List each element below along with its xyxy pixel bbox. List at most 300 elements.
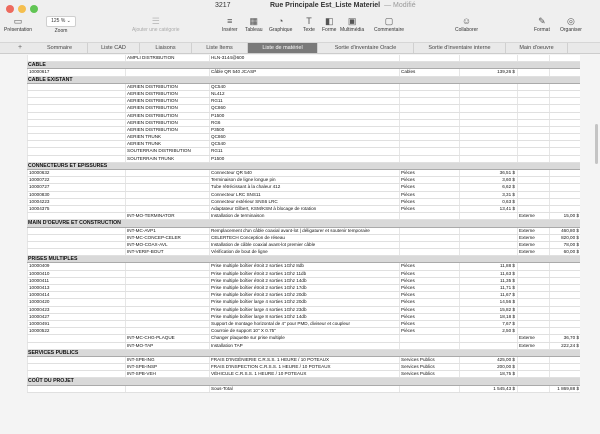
table-cell[interactable]: Prise multiple boîtier large 4 sorties 1Ghz 20db — [209, 299, 399, 305]
table-cell[interactable]: 200,00 $ — [459, 364, 517, 370]
table-cell[interactable] — [549, 299, 580, 305]
table-cell[interactable]: RG6 — [209, 120, 399, 126]
table-cell[interactable] — [459, 55, 517, 61]
table-cell[interactable] — [459, 213, 517, 219]
table-cell[interactable]: 3,31 $ — [459, 192, 517, 198]
table-cell[interactable]: 36,51 $ — [459, 170, 517, 176]
table-button[interactable] — [245, 16, 263, 33]
table-cell[interactable] — [517, 148, 549, 154]
table-cell[interactable] — [399, 249, 459, 255]
table-cell[interactable] — [399, 228, 459, 234]
table-cell[interactable]: Changer plaquette sur prise multiple — [209, 335, 399, 341]
table-cell[interactable] — [27, 141, 125, 147]
table-cell[interactable] — [517, 199, 549, 205]
table-cell[interactable] — [517, 141, 549, 147]
table-cell[interactable]: Externe — [517, 213, 549, 219]
table-cell[interactable]: FRAIS D'INGÉNIERIE C.R.S.S. 1 HEURE / 10 POTEAUX — [209, 357, 399, 363]
table-cell[interactable] — [399, 134, 459, 140]
table-cell[interactable]: AERIEN DISTRIBUTION — [125, 113, 209, 119]
table-cell[interactable]: Externe — [517, 235, 549, 241]
table-cell[interactable]: Câble QR 540 JCASP — [209, 69, 399, 75]
table-cell[interactable]: AERIEN DISTRIBUTION — [125, 120, 209, 126]
table-cell[interactable] — [517, 192, 549, 198]
table-cell[interactable]: 10000413 — [27, 285, 125, 291]
table-cell[interactable]: Remplacement d'un câble coaxial avant-lot | déligaturer et soutenir temporaire — [209, 228, 399, 234]
table-cell[interactable] — [27, 120, 125, 126]
table-cell[interactable] — [517, 98, 549, 104]
table-cell[interactable] — [549, 105, 580, 111]
table-cell[interactable] — [517, 328, 549, 334]
table-cell[interactable] — [27, 335, 125, 341]
table-cell[interactable] — [125, 263, 209, 269]
table-cell[interactable]: 139,26 $ — [459, 69, 517, 75]
table-cell[interactable] — [125, 278, 209, 284]
table-cell[interactable]: Prise multiple boîtier étroit 2 sorties 1Ghz 11db — [209, 271, 399, 277]
table-cell[interactable]: 425,00 $ — [459, 357, 517, 363]
table-cell[interactable] — [517, 263, 549, 269]
table-cell[interactable] — [459, 235, 517, 241]
table-cell[interactable]: Vérification de bout de ligne — [209, 249, 399, 255]
table-cell[interactable] — [399, 55, 459, 61]
table-cell[interactable] — [125, 386, 209, 392]
table-cell[interactable]: RG11 — [209, 98, 399, 104]
table-cell[interactable]: 10000617 — [27, 69, 125, 75]
table-cell[interactable] — [125, 177, 209, 183]
table-cell[interactable] — [549, 307, 580, 313]
table-cell[interactable]: Services Publics — [399, 371, 459, 377]
table-cell[interactable] — [399, 386, 459, 392]
table-cell[interactable]: Courroie de support 10" X 0.75" — [209, 328, 399, 334]
collaborate-button[interactable] — [455, 16, 478, 33]
table-cell[interactable] — [125, 170, 209, 176]
table-cell[interactable] — [549, 98, 580, 104]
table-cell[interactable]: INT-MO-TERMINATOR — [125, 213, 209, 219]
presentation-button[interactable] — [4, 16, 32, 33]
table-cell[interactable] — [517, 321, 549, 327]
table-cell[interactable]: Prise multiple boîtier large 4 sorties 1Ghz 23db — [209, 307, 399, 313]
table-cell[interactable] — [517, 105, 549, 111]
table-cell[interactable]: Adaptateur Gilbert, KSM/KSM à blocage de rotation — [209, 206, 399, 212]
table-cell[interactable]: INT-MC-CONCEP-CELER — [125, 235, 209, 241]
table-cell[interactable]: Installation TAP — [209, 343, 399, 349]
table-cell[interactable]: INT-SPB-VEH — [125, 371, 209, 377]
tab-liste-cad[interactable]: Liste CAD — [88, 43, 140, 53]
table-cell[interactable] — [27, 91, 125, 97]
table-cell[interactable]: 10000632 — [27, 170, 125, 176]
table-cell[interactable]: QC860 — [209, 134, 399, 140]
table-cell[interactable]: INT-SPB-ING — [125, 357, 209, 363]
tab-sortie-oracle[interactable]: Sortie d'inventaire Oracle — [318, 43, 414, 53]
table-cell[interactable] — [27, 364, 125, 370]
table-cell[interactable]: Pièces — [399, 177, 459, 183]
table-cell[interactable]: Pièces — [399, 307, 459, 313]
table-cell[interactable] — [549, 120, 580, 126]
table-cell[interactable] — [549, 192, 580, 198]
table-cell[interactable]: P1500 — [209, 113, 399, 119]
tab-sommaire[interactable]: Sommaire — [32, 43, 88, 53]
table-cell[interactable]: Pièces — [399, 314, 459, 320]
table-cell[interactable] — [517, 278, 549, 284]
table-cell[interactable] — [549, 206, 580, 212]
table-cell[interactable]: Services Publics — [399, 364, 459, 370]
table-cell[interactable] — [549, 148, 580, 154]
table-cell[interactable] — [517, 91, 549, 97]
vertical-scrollbar[interactable] — [595, 124, 598, 164]
table-cell[interactable]: 1 869,88 $ — [549, 386, 580, 392]
table-cell[interactable]: 13,41 $ — [459, 206, 517, 212]
table-cell[interactable] — [549, 184, 580, 190]
table-cell[interactable]: 10004223 — [27, 199, 125, 205]
zoom-control[interactable] — [46, 16, 76, 34]
table-cell[interactable] — [549, 321, 580, 327]
table-cell[interactable]: 1 545,43 $ — [459, 386, 517, 392]
table-cell[interactable]: 11,71 $ — [459, 285, 517, 291]
table-cell[interactable] — [125, 299, 209, 305]
table-cell[interactable] — [459, 335, 517, 341]
table-cell[interactable] — [517, 69, 549, 75]
table-cell[interactable]: FRAIS D'INSPECTION C.R.S.S. 1 HEURE / 10 POTEAUX — [209, 364, 399, 370]
table-cell[interactable] — [517, 307, 549, 313]
table-cell[interactable] — [517, 134, 549, 140]
table-cell[interactable] — [549, 364, 580, 370]
table-cell[interactable]: QC540 — [209, 84, 399, 90]
table-cell[interactable] — [517, 120, 549, 126]
table-cell[interactable] — [549, 278, 580, 284]
table-cell[interactable] — [549, 156, 580, 162]
table-cell[interactable]: Pièces — [399, 285, 459, 291]
table-cell[interactable] — [459, 120, 517, 126]
table-cell[interactable]: Prise multiple boîtier large 8 sorties 1Ghz 14db — [209, 314, 399, 320]
table-cell[interactable] — [125, 184, 209, 190]
table-cell[interactable]: 10000830 — [27, 192, 125, 198]
table-cell[interactable]: Pièces — [399, 263, 459, 269]
table-cell[interactable] — [549, 177, 580, 183]
table-cell[interactable] — [399, 98, 459, 104]
table-cell[interactable] — [459, 127, 517, 133]
table-cell[interactable]: 10000411 — [27, 278, 125, 284]
table-cell[interactable] — [517, 364, 549, 370]
table-cell[interactable] — [27, 127, 125, 133]
table-cell[interactable] — [459, 84, 517, 90]
table-cell[interactable]: P3500 — [209, 127, 399, 133]
table-cell[interactable]: Sous-Total — [209, 386, 399, 392]
table-cell[interactable]: 18,18 $ — [459, 314, 517, 320]
table-cell[interactable]: SOUTERRAIN TRUNK — [125, 156, 209, 162]
table-cell[interactable] — [549, 69, 580, 75]
table-cell[interactable]: 10000727 — [27, 184, 125, 190]
table-cell[interactable]: AERIEN DISTRIBUTION — [125, 84, 209, 90]
table-cell[interactable] — [517, 113, 549, 119]
table-cell[interactable]: Pièces — [399, 192, 459, 198]
table-cell[interactable] — [549, 134, 580, 140]
table-cell[interactable] — [125, 321, 209, 327]
table-cell[interactable] — [459, 98, 517, 104]
table-cell[interactable]: AERIEN DISTRIBUTION — [125, 105, 209, 111]
table-cell[interactable]: 10000522 — [27, 328, 125, 334]
table-cell[interactable] — [399, 343, 459, 349]
table-cell[interactable]: Installation de terminaison — [209, 213, 399, 219]
table-cell[interactable]: AERIEN DISTRIBUTION — [125, 127, 209, 133]
table-cell[interactable] — [27, 386, 125, 392]
table-cell[interactable]: CELERTECH Conception de réseau — [209, 235, 399, 241]
table-cell[interactable]: Prise multiple boîtier étroit 2 sorties 1Ghz 17db — [209, 285, 399, 291]
table-cell[interactable] — [517, 170, 549, 176]
table-cell[interactable] — [517, 206, 549, 212]
table-cell[interactable] — [549, 127, 580, 133]
table-cell[interactable]: AERIEN DISTRIBUTION — [125, 98, 209, 104]
table-cell[interactable]: INT-MO-TAP — [125, 343, 209, 349]
table-cell[interactable]: Terminaison de ligne longue pin — [209, 177, 399, 183]
table-cell[interactable]: 6,62 $ — [459, 184, 517, 190]
table-cell[interactable]: 10000414 — [27, 292, 125, 298]
table-cell[interactable]: Prise multiple boîtier étroit 2 sorties 1Ghz 20db — [209, 292, 399, 298]
table-cell[interactable] — [125, 292, 209, 298]
table-cell[interactable]: Pièces — [399, 170, 459, 176]
table-cell[interactable] — [399, 120, 459, 126]
table-cell[interactable]: 0,63 $ — [459, 199, 517, 205]
table-cell[interactable]: Externe — [517, 242, 549, 248]
table-cell[interactable] — [125, 69, 209, 75]
table-cell[interactable] — [27, 98, 125, 104]
table-cell[interactable] — [27, 113, 125, 119]
table-cell[interactable]: 10000409 — [27, 263, 125, 269]
table-cell[interactable] — [399, 213, 459, 219]
text-button[interactable] — [302, 16, 316, 33]
table-cell[interactable]: P1500 — [209, 156, 399, 162]
insert-button[interactable] — [222, 16, 238, 33]
tab-liaisons[interactable]: Liaisons — [140, 43, 192, 53]
table-cell[interactable]: AERIEN DISTRIBUTION — [125, 91, 209, 97]
table-cell[interactable] — [517, 55, 549, 61]
table-cell[interactable] — [125, 285, 209, 291]
table-cell[interactable]: SOUTERRAIN DISTRIBUTION — [125, 148, 209, 154]
add-category-button[interactable] — [132, 16, 180, 33]
table-cell[interactable]: 15,00 $ — [549, 213, 580, 219]
tab-liste-items[interactable]: Liste Items — [192, 43, 248, 53]
table-cell[interactable]: 10000427 — [27, 314, 125, 320]
table-cell[interactable]: 10000410 — [27, 271, 125, 277]
table-cell[interactable]: INT-SPB-INSP — [125, 364, 209, 370]
table-cell[interactable] — [549, 371, 580, 377]
table-cell[interactable] — [517, 177, 549, 183]
table-cell[interactable]: RG11 — [209, 148, 399, 154]
table-cell[interactable] — [27, 55, 125, 61]
table-cell[interactable] — [459, 343, 517, 349]
table-cell[interactable]: Pièces — [399, 321, 459, 327]
table-cell[interactable]: 460,80 $ — [549, 228, 580, 234]
table-cell[interactable] — [459, 113, 517, 119]
table-cell[interactable]: INT-MC-AVP1 — [125, 228, 209, 234]
table-cell[interactable]: AERIEN TRUNK — [125, 141, 209, 147]
table-cell[interactable] — [459, 105, 517, 111]
table-cell[interactable] — [549, 199, 580, 205]
table-cell[interactable]: Pièces — [399, 199, 459, 205]
table-cell[interactable] — [27, 84, 125, 90]
table-cell[interactable]: Connecteur extérieur SNS6 LRC — [209, 199, 399, 205]
table-cell[interactable]: Externe — [517, 343, 549, 349]
table-cell[interactable] — [549, 113, 580, 119]
table-cell[interactable]: 18,75 $ — [459, 371, 517, 377]
table-cell[interactable] — [27, 343, 125, 349]
table-cell[interactable]: 11,67 $ — [459, 292, 517, 298]
table-cell[interactable]: 10000420 — [27, 299, 125, 305]
media-button[interactable] — [340, 16, 364, 33]
table-cell[interactable]: Installation de câble coaxial avant-lot premier câble — [209, 242, 399, 248]
table-cell[interactable]: VÉHICULE C.R.S.S. 1 HEURE / 10 POTEAUX — [209, 371, 399, 377]
table-cell[interactable] — [459, 141, 517, 147]
table-cell[interactable] — [517, 84, 549, 90]
table-cell[interactable]: 10000491 — [27, 321, 125, 327]
table-cell[interactable] — [549, 271, 580, 277]
table-cell[interactable]: 10004375 — [27, 206, 125, 212]
table-cell[interactable]: Prise multiple boîtier étroit 2 sorties 1Ghz 8db — [209, 263, 399, 269]
tab-liste-de-materiel[interactable]: Liste de matériel — [248, 43, 318, 53]
table-cell[interactable] — [549, 328, 580, 334]
table-cell[interactable] — [549, 263, 580, 269]
table-cell[interactable] — [549, 84, 580, 90]
table-cell[interactable] — [459, 148, 517, 154]
table-cell[interactable]: 60,00 $ — [549, 249, 580, 255]
table-cell[interactable]: Tube rétrécissant à la chaleur 412 — [209, 184, 399, 190]
table-cell[interactable] — [399, 91, 459, 97]
table-cell[interactable] — [27, 242, 125, 248]
table-cell[interactable] — [27, 357, 125, 363]
table-cell[interactable] — [399, 141, 459, 147]
table-cell[interactable]: 36,70 $ — [549, 335, 580, 341]
table-cell[interactable]: Pièces — [399, 299, 459, 305]
table-cell[interactable]: 7,67 $ — [459, 321, 517, 327]
table-cell[interactable] — [517, 156, 549, 162]
table-cell[interactable]: 2,50 $ — [459, 328, 517, 334]
table-cell[interactable]: 11,88 $ — [459, 263, 517, 269]
table-cell[interactable]: Pièces — [399, 328, 459, 334]
table-cell[interactable] — [517, 184, 549, 190]
table-cell[interactable] — [125, 199, 209, 205]
table-cell[interactable] — [459, 91, 517, 97]
table-cell[interactable] — [125, 271, 209, 277]
table-cell[interactable] — [549, 55, 580, 61]
shape-button[interactable] — [322, 16, 336, 33]
tab-main-oeuvre[interactable]: Main d'oeuvre — [506, 43, 568, 53]
table-cell[interactable] — [125, 206, 209, 212]
table-cell[interactable]: Support de montage horizontal de 4" pour PMD, diviseur et coupleur — [209, 321, 399, 327]
table-cell[interactable] — [459, 156, 517, 162]
table-cell[interactable]: INT-MC-CHG-PLAQUE — [125, 335, 209, 341]
table-cell[interactable] — [125, 192, 209, 198]
table-cell[interactable]: INT-VERIF-BOUT — [125, 249, 209, 255]
comment-button[interactable] — [374, 16, 404, 33]
table-cell[interactable] — [27, 235, 125, 241]
table-cell[interactable]: Prise multiple boîtier étroit 2 sorties 1Ghz 14db — [209, 278, 399, 284]
table-cell[interactable] — [517, 386, 549, 392]
table-cell[interactable] — [459, 242, 517, 248]
table-cell[interactable]: Pièces — [399, 206, 459, 212]
table-cell[interactable]: Pièces — [399, 278, 459, 284]
table-cell[interactable]: Externe — [517, 228, 549, 234]
table-cell[interactable] — [125, 328, 209, 334]
table-cell[interactable]: Externe — [517, 249, 549, 255]
table-cell[interactable] — [517, 271, 549, 277]
table-cell[interactable] — [517, 127, 549, 133]
table-cell[interactable] — [399, 242, 459, 248]
table-cell[interactable] — [517, 371, 549, 377]
table-cell[interactable] — [27, 228, 125, 234]
table-cell[interactable]: NL412 — [209, 91, 399, 97]
table-cell[interactable] — [27, 148, 125, 154]
table-cell[interactable]: AERIEN TRUNK — [125, 134, 209, 140]
table-cell[interactable]: 11,35 $ — [459, 278, 517, 284]
table-cell[interactable] — [459, 134, 517, 140]
table-cell[interactable] — [27, 105, 125, 111]
table-cell[interactable] — [399, 105, 459, 111]
table-cell[interactable] — [517, 285, 549, 291]
table-cell[interactable]: QC860 — [209, 105, 399, 111]
table-cell[interactable]: Pièces — [399, 271, 459, 277]
table-cell[interactable]: 15,82 $ — [459, 307, 517, 313]
add-sheet-icon[interactable]: + — [18, 44, 23, 51]
table-cell[interactable] — [517, 292, 549, 298]
table-cell[interactable]: Pièces — [399, 292, 459, 298]
chart-button[interactable] — [269, 16, 292, 33]
table-cell[interactable]: 78,00 $ — [549, 242, 580, 248]
table-cell[interactable] — [27, 134, 125, 140]
table-cell[interactable]: Connecteur LRC SNS11 — [209, 192, 399, 198]
table-cell[interactable] — [549, 292, 580, 298]
table-cell[interactable] — [125, 314, 209, 320]
table-cell[interactable] — [399, 235, 459, 241]
format-button[interactable] — [534, 16, 550, 33]
table-cell[interactable] — [27, 213, 125, 219]
table-cell[interactable] — [399, 113, 459, 119]
table-cell[interactable] — [549, 91, 580, 97]
table-cell[interactable] — [517, 357, 549, 363]
table-cell[interactable]: 10000423 — [27, 307, 125, 313]
table-cell[interactable]: Services Publics — [399, 357, 459, 363]
table-cell[interactable]: Pièces — [399, 184, 459, 190]
table-cell[interactable] — [549, 170, 580, 176]
table-cell[interactable] — [549, 285, 580, 291]
table-cell[interactable]: INT-MO-COAX-AVL — [125, 242, 209, 248]
table-cell[interactable] — [517, 299, 549, 305]
table-cell[interactable]: Externe — [517, 335, 549, 341]
table-cell[interactable] — [399, 127, 459, 133]
table-cell[interactable] — [399, 335, 459, 341]
table-cell[interactable] — [517, 314, 549, 320]
table-cell[interactable] — [27, 371, 125, 377]
table-cell[interactable]: AMPLI DISTRIBUTION — [125, 55, 209, 61]
table-cell[interactable]: 222,24 $ — [549, 343, 580, 349]
tab-sortie-interne[interactable]: Sortie d'inventaire interne — [414, 43, 506, 53]
table-cell[interactable]: Connecteur QR 540 — [209, 170, 399, 176]
organize-button[interactable] — [560, 16, 582, 33]
table-cell[interactable]: 14,56 $ — [459, 299, 517, 305]
table-cell[interactable] — [549, 314, 580, 320]
table-cell[interactable]: 10000722 — [27, 177, 125, 183]
table-cell[interactable]: HLN-3144@600 — [209, 55, 399, 61]
table-cell[interactable] — [459, 228, 517, 234]
table-cell[interactable] — [459, 249, 517, 255]
table-cell[interactable]: 3,60 $ — [459, 177, 517, 183]
table-cell[interactable]: 820,00 $ — [549, 235, 580, 241]
table-cell[interactable] — [549, 141, 580, 147]
table-cell[interactable]: QC540 — [209, 141, 399, 147]
table-cell[interactable] — [399, 156, 459, 162]
table-cell[interactable] — [549, 357, 580, 363]
table-cell[interactable] — [125, 307, 209, 313]
zoom-select[interactable]: 125 % ⌄ — [46, 16, 76, 27]
table-cell[interactable] — [399, 84, 459, 90]
table-cell[interactable]: 11,63 $ — [459, 271, 517, 277]
